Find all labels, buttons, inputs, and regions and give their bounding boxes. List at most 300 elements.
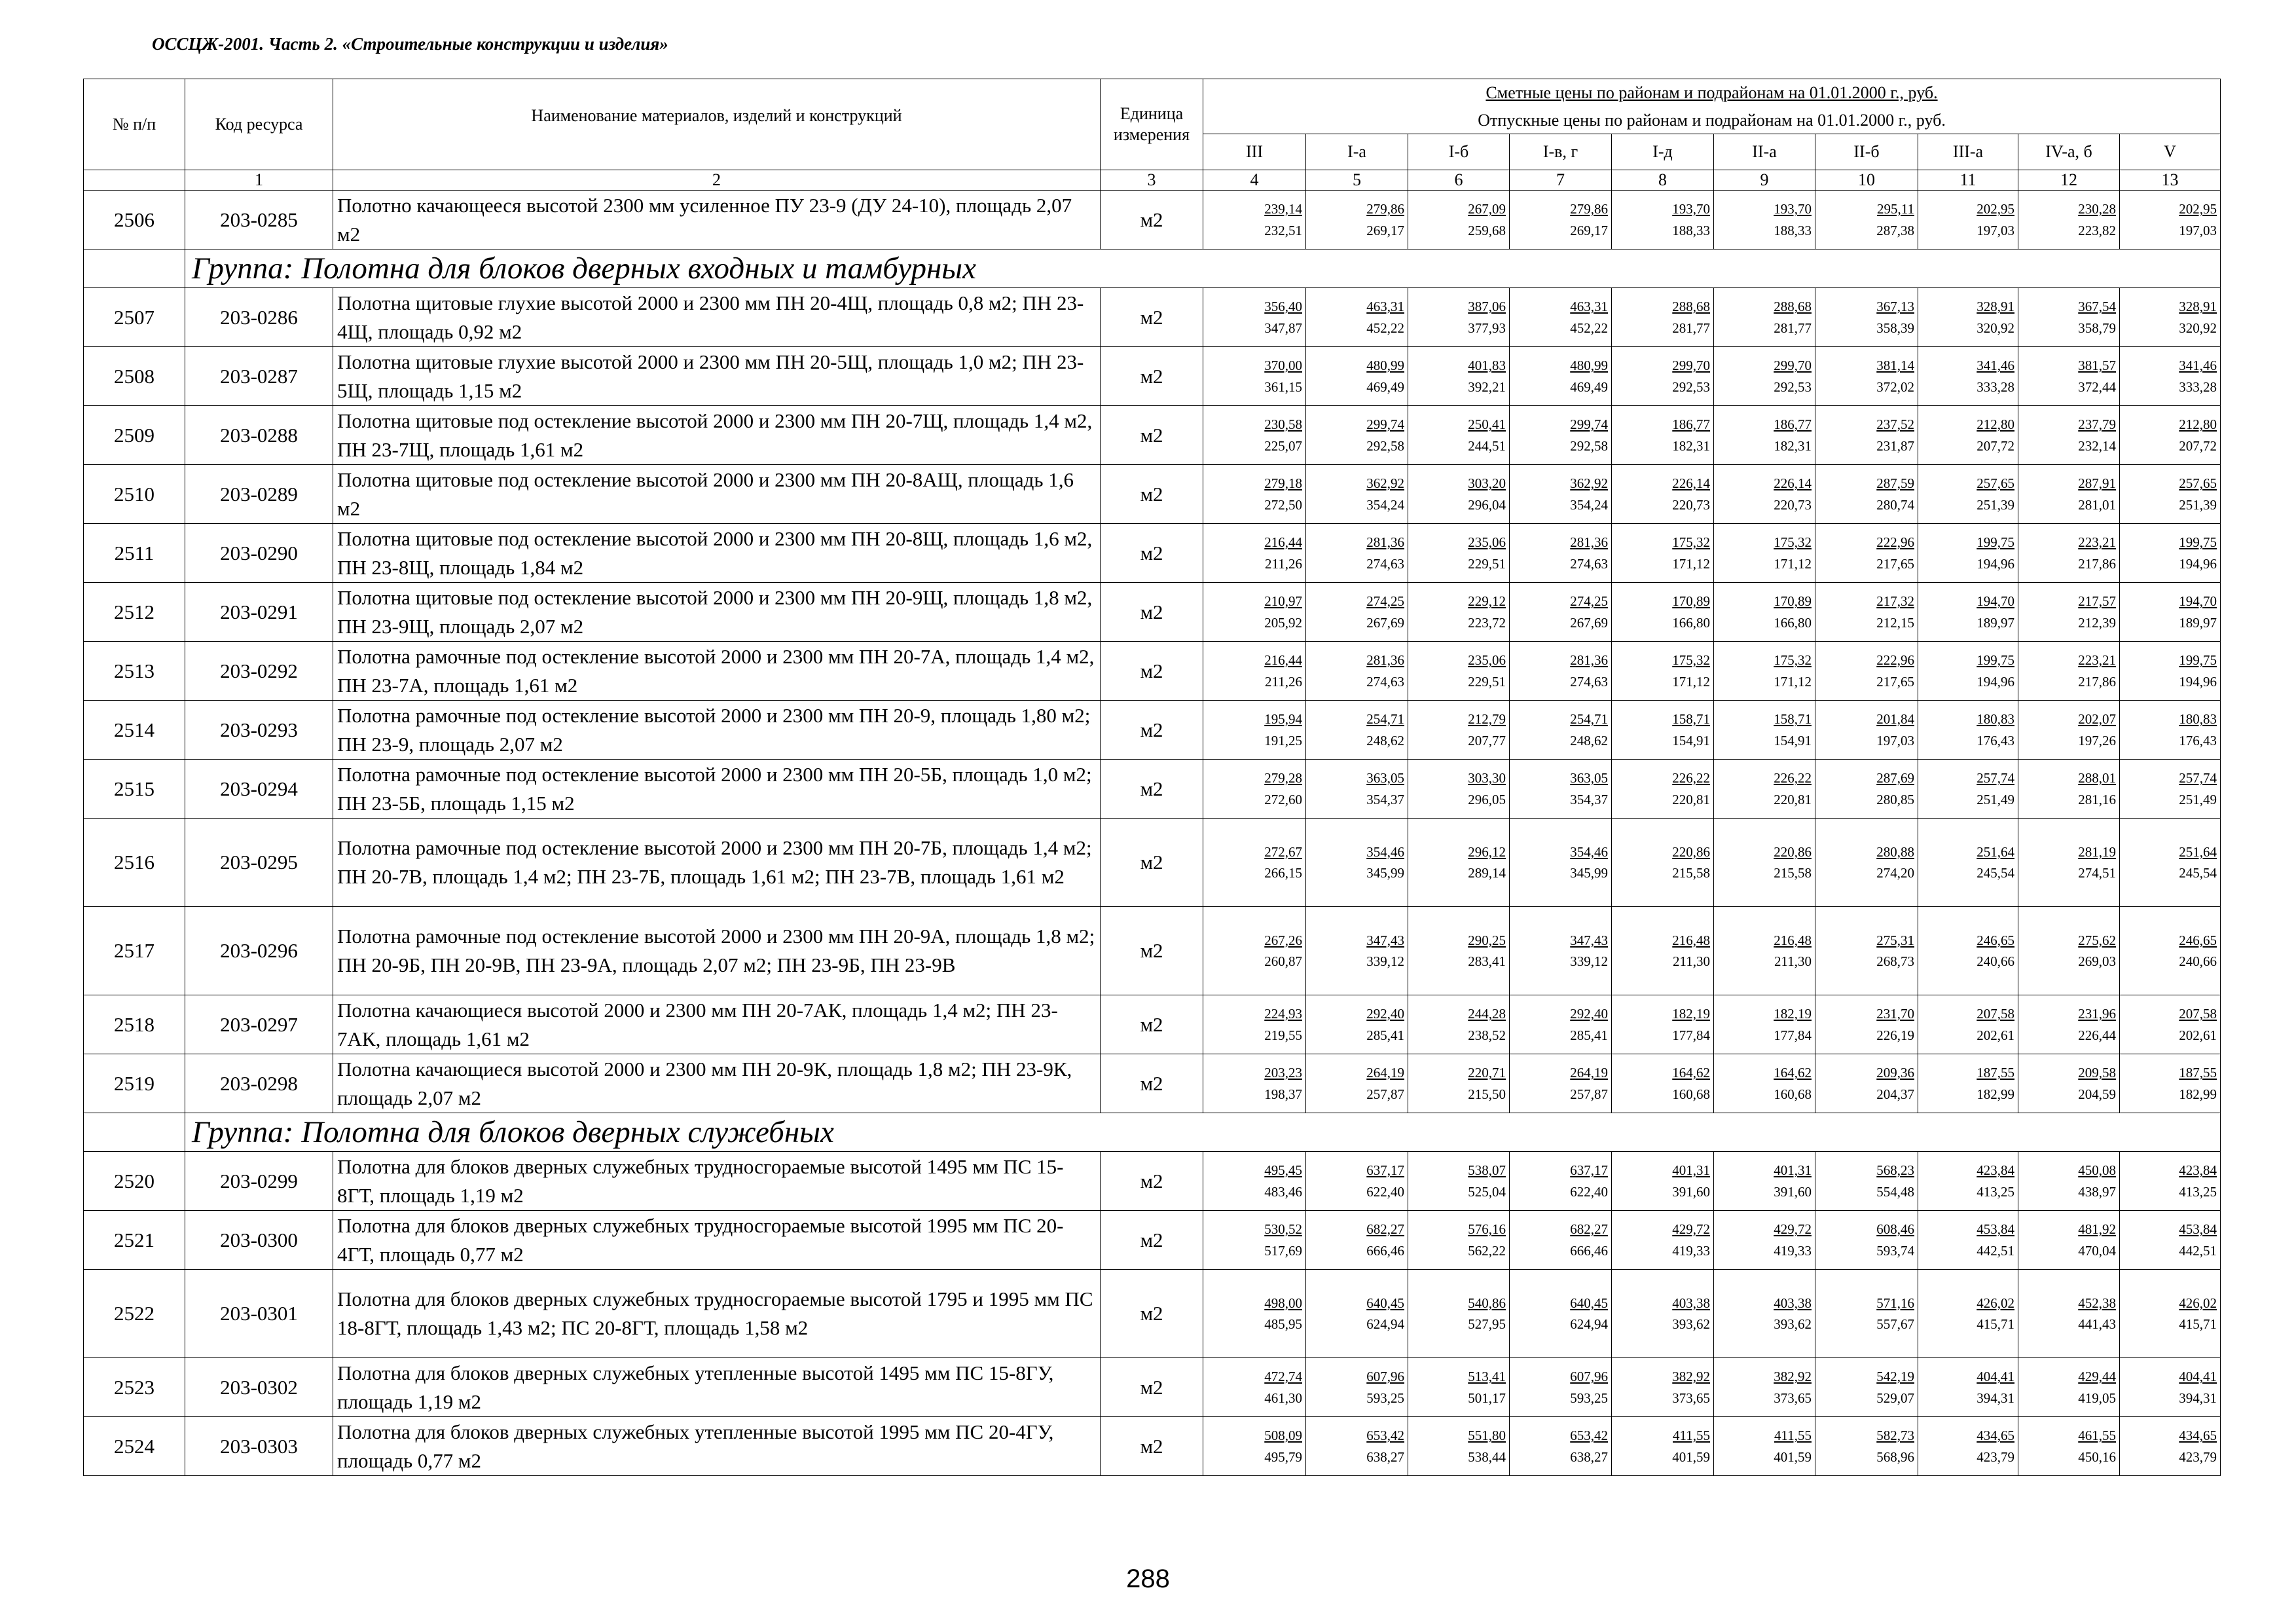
estimated-price: 220,71 [1468,1065,1506,1081]
price-cell [1408,465,1510,524]
price-cell [1203,819,1306,907]
release-price: 182,31 [1774,437,1812,454]
unit: м2 [1101,701,1203,760]
price-cell [1815,760,1918,819]
estimated-price: 362,92 [1570,475,1608,492]
column-number: 8 [1612,170,1714,191]
price-cell [2120,1152,2221,1211]
release-price: 638,27 [1366,1449,1404,1465]
price-cell [1918,288,2018,347]
release-price: 593,25 [1570,1390,1608,1406]
price-cell [1815,642,1918,701]
estimated-price: 401,31 [1672,1162,1710,1179]
release-price: 287,38 [1876,222,1914,238]
estimated-price: 193,70 [1774,201,1812,217]
unit: м2 [1101,191,1203,249]
estimated-price: 267,26 [1264,932,1302,948]
release-price: 225,07 [1264,437,1302,454]
estimated-price: 223,21 [2078,534,2116,551]
price-cell [1408,995,1510,1054]
price-cell [1306,1152,1408,1211]
release-price: 419,33 [1672,1242,1710,1259]
release-price: 283,41 [1468,953,1506,970]
row-number: 2510 [84,465,185,524]
estimated-price: 576,16 [1468,1221,1506,1238]
table-row [84,1054,2221,1113]
price-cell [1714,995,1815,1054]
estimated-price: 274,25 [1570,593,1608,610]
estimated-price: 354,46 [1366,843,1404,860]
price-cell [2120,583,2221,642]
column-number: 10 [1815,170,1918,191]
price-cell [1612,760,1714,819]
row-number: 2523 [84,1358,185,1417]
estimated-price: 217,57 [2078,593,2116,610]
unit: м2 [1101,907,1203,995]
release-price: 215,50 [1468,1086,1506,1102]
release-price: 358,79 [2078,320,2116,336]
release-price: 226,19 [1876,1027,1914,1043]
release-price: 361,15 [1264,378,1302,395]
price-cell [2018,907,2120,995]
price-cell [1815,524,1918,583]
table-row [84,1270,2221,1358]
price-cell [1918,1270,2018,1358]
price-cell [1408,1054,1510,1113]
estimated-price: 288,01 [2078,770,2116,786]
price-cell [2018,583,2120,642]
price-cell [1815,1211,1918,1270]
price-cell [1918,524,2018,583]
group-title: Группа: Полотна для блоков дверных служебных [185,1113,2221,1152]
release-price: 212,39 [2078,614,2116,631]
row-number: 2508 [84,347,185,406]
release-price: 220,73 [1672,496,1710,513]
table-row [84,995,2221,1054]
estimated-price: 194,70 [1977,593,2014,610]
price-cell [1714,1211,1815,1270]
price-cell [1714,642,1815,701]
estimated-price: 429,72 [1774,1221,1812,1238]
price-table [83,79,2221,1476]
price-cell [2120,701,2221,760]
price-cell [2018,642,2120,701]
price-cell [1203,347,1306,406]
release-price: 207,77 [1468,732,1506,748]
unit: м2 [1101,760,1203,819]
release-price: 229,51 [1468,555,1506,572]
release-price: 177,84 [1672,1027,1710,1043]
estimated-price: 254,71 [1570,711,1608,728]
resource-code: 203-0292 [185,642,333,701]
release-price: 593,74 [1876,1242,1914,1259]
estimated-price: 281,36 [1570,652,1608,669]
price-cell [1714,819,1815,907]
release-price: 189,97 [2179,614,2217,631]
price-cell [2120,406,2221,465]
item-name: Полотна рамочные под остекление высотой 2000 и 2300 мм ПН 20-7Б, площадь 1,4 м2; ПН 20-7В, площадь 1,4 м2; ПН 23-7Б, площадь 1,61 м2; ПН 23-7В, площадь 1,61 м2 [333,819,1101,907]
row-number: 2516 [84,819,185,907]
price-cell [2120,819,2221,907]
unit: м2 [1101,1152,1203,1211]
release-price: 393,62 [1774,1316,1812,1333]
release-price: 166,80 [1774,614,1812,631]
column-number: 9 [1714,170,1815,191]
region-header: I-а [1306,134,1408,170]
resource-code: 203-0286 [185,288,333,347]
price-cell [1815,995,1918,1054]
page-number: 288 [1126,1564,1170,1593]
price-cell [1714,465,1815,524]
price-cell [2018,701,2120,760]
release-price: 452,22 [1570,320,1608,336]
release-price: 373,65 [1774,1390,1812,1406]
price-header-release: Отпускные цены по районам и подрайонам на 01.01.2000 г., руб. [1478,110,1946,130]
price-cell [1203,1152,1306,1211]
estimated-price: 341,46 [2179,358,2217,374]
price-cell [1408,642,1510,701]
price-cell [1714,347,1815,406]
estimated-price: 207,58 [1977,1006,2014,1022]
release-price: 272,50 [1264,496,1302,513]
price-cell [1918,1358,2018,1417]
price-cell [1714,288,1815,347]
price-cell [2018,760,2120,819]
release-price: 377,93 [1468,320,1506,336]
estimated-price: 187,55 [2179,1065,2217,1081]
estimated-price: 235,06 [1468,534,1506,551]
estimated-price: 404,41 [1977,1369,2014,1385]
price-cell [2018,1358,2120,1417]
price-cell [1408,1270,1510,1358]
region-header: II-б [1815,134,1918,170]
estimated-price: 226,14 [1774,475,1812,492]
unit: м2 [1101,1270,1203,1358]
estimated-price: 607,96 [1366,1369,1404,1385]
estimated-price: 203,23 [1264,1065,1302,1081]
estimated-price: 637,17 [1570,1162,1608,1179]
estimated-price: 682,27 [1570,1221,1608,1238]
resource-code: 203-0302 [185,1358,333,1417]
price-cell [1714,191,1815,249]
release-price: 274,63 [1366,555,1404,572]
estimated-price: 288,68 [1774,299,1812,315]
release-price: 358,39 [1876,320,1914,336]
release-price: 220,81 [1774,791,1812,807]
release-price: 423,79 [1977,1449,2014,1465]
price-cell [1408,907,1510,995]
price-cell [2120,995,2221,1054]
estimated-price: 175,32 [1672,534,1710,551]
price-cell [1815,406,1918,465]
price-cell [1306,524,1408,583]
price-cell [1510,524,1612,583]
release-price: 392,21 [1468,378,1506,395]
estimated-price: 216,44 [1264,652,1302,669]
estimated-price: 257,74 [1977,770,2014,786]
table-row [84,701,2221,760]
price-cell [1203,760,1306,819]
release-price: 527,95 [1468,1316,1506,1333]
table-row [84,819,2221,907]
release-price: 204,59 [2078,1086,2116,1102]
release-price: 182,99 [2179,1086,2217,1102]
price-cell [1918,347,2018,406]
estimated-price: 453,84 [1977,1221,2014,1238]
estimated-price: 403,38 [1672,1295,1710,1311]
release-price: 194,96 [2179,555,2217,572]
price-cell [2120,1417,2221,1476]
release-price: 345,99 [1366,865,1404,881]
estimated-price: 653,42 [1366,1428,1404,1444]
price-cell [1510,1417,1612,1476]
region-header: V [2120,134,2221,170]
region-header: I-б [1408,134,1510,170]
price-cell [1203,907,1306,995]
release-price: 215,58 [1672,865,1710,881]
estimated-price: 180,83 [1977,711,2014,728]
price-cell [1203,406,1306,465]
row-number: 2524 [84,1417,185,1476]
release-price: 251,39 [2179,496,2217,513]
price-cell [1612,1417,1714,1476]
release-price: 274,20 [1876,865,1914,881]
table-row [84,1417,2221,1476]
price-cell [1510,1054,1612,1113]
release-price: 226,44 [2078,1027,2116,1043]
price-cell [2018,995,2120,1054]
price-cell [1306,760,1408,819]
column-number-row [84,170,2221,191]
release-price: 220,81 [1672,791,1710,807]
price-cell [2018,347,2120,406]
price-cell [1815,907,1918,995]
price-cell [1408,760,1510,819]
estimated-price: 212,79 [1468,711,1506,728]
release-price: 272,60 [1264,791,1302,807]
estimated-price: 170,89 [1672,593,1710,610]
price-cell [1714,1358,1815,1417]
release-price: 197,03 [1876,732,1914,748]
estimated-price: 356,40 [1264,299,1302,315]
estimated-price: 387,06 [1468,299,1506,315]
estimated-price: 495,45 [1264,1162,1302,1179]
release-price: 191,25 [1264,732,1302,748]
price-cell [1408,819,1510,907]
release-price: 461,30 [1264,1390,1302,1406]
price-cell [1306,1417,1408,1476]
estimated-price: 347,43 [1570,932,1608,948]
column-number: 2 [333,170,1101,191]
column-number: 6 [1408,170,1510,191]
estimated-price: 212,80 [1977,416,2014,433]
estimated-price: 267,09 [1468,201,1506,217]
release-price: 554,48 [1876,1183,1914,1200]
release-price: 251,49 [1977,791,2014,807]
release-price: 207,72 [1977,437,2014,454]
release-price: 176,43 [2179,732,2217,748]
price-cell [1918,191,2018,249]
release-price: 232,14 [2078,437,2116,454]
unit: м2 [1101,819,1203,907]
estimated-price: 226,14 [1672,475,1710,492]
group-spacer [84,249,185,288]
price-cell [2018,191,2120,249]
release-price: 281,16 [2078,791,2116,807]
row-number: 2519 [84,1054,185,1113]
release-price: 267,69 [1366,614,1404,631]
estimated-price: 193,70 [1672,201,1710,217]
unit: м2 [1101,347,1203,406]
release-price: 251,49 [2179,791,2217,807]
estimated-price: 244,28 [1468,1006,1506,1022]
estimated-price: 164,62 [1774,1065,1812,1081]
release-price: 231,87 [1876,437,1914,454]
resource-code: 203-0285 [185,191,333,249]
release-price: 217,65 [1876,673,1914,690]
release-price: 280,74 [1876,496,1914,513]
release-price: 292,58 [1366,437,1404,454]
release-price: 211,30 [1774,953,1812,970]
release-price: 166,80 [1672,614,1710,631]
estimated-price: 551,80 [1468,1428,1506,1444]
release-price: 171,12 [1672,673,1710,690]
price-cell [1918,1417,2018,1476]
price-cell [1510,406,1612,465]
release-price: 666,46 [1570,1242,1608,1259]
price-cell [1714,907,1815,995]
price-cell [1815,1054,1918,1113]
release-price: 217,86 [2078,555,2116,572]
price-cell [2018,1417,2120,1476]
release-price: 423,79 [2179,1449,2217,1465]
release-price: 194,96 [2179,673,2217,690]
release-price: 260,87 [1264,953,1302,970]
price-cell [1612,524,1714,583]
price-cell [1306,1211,1408,1270]
price-cell [2018,1270,2120,1358]
price-header-estimated: Сметные цены по районам и подрайонам на 01.01.2000 г., руб. [1485,83,1938,102]
release-price: 245,54 [1977,865,2014,881]
estimated-price: 158,71 [1672,711,1710,728]
estimated-price: 341,46 [1977,358,2014,374]
estimated-price: 180,83 [2179,711,2217,728]
release-price: 223,72 [1468,614,1506,631]
estimated-price: 542,19 [1876,1369,1914,1385]
estimated-price: 281,36 [1366,534,1404,551]
estimated-price: 226,22 [1672,770,1710,786]
estimated-price: 202,95 [2179,201,2217,217]
release-price: 333,28 [1977,378,2014,395]
estimated-price: 434,65 [2179,1428,2217,1444]
resource-code: 203-0299 [185,1152,333,1211]
estimated-price: 231,96 [2078,1006,2116,1022]
row-number: 2513 [84,642,185,701]
release-price: 232,51 [1264,222,1302,238]
row-number: 2520 [84,1152,185,1211]
estimated-price: 158,71 [1774,711,1812,728]
release-price: 419,33 [1774,1242,1812,1259]
price-cell [1510,819,1612,907]
price-cell [1203,1054,1306,1113]
column-number: 11 [1918,170,2018,191]
price-cell [1408,524,1510,583]
estimated-price: 299,70 [1774,358,1812,374]
estimated-price: 216,48 [1774,932,1812,948]
price-cell [1203,1358,1306,1417]
release-price: 176,43 [1977,732,2014,748]
price-cell [2120,288,2221,347]
price-cell [1714,1152,1815,1211]
estimated-price: 299,74 [1570,416,1608,433]
estimated-price: 224,93 [1264,1006,1302,1022]
release-price: 266,15 [1264,865,1302,881]
row-number: 2515 [84,760,185,819]
release-price: 269,17 [1366,222,1404,238]
price-cell [1612,1152,1714,1211]
column-number [84,170,185,191]
release-price: 257,87 [1366,1086,1404,1102]
estimated-price: 292,40 [1366,1006,1404,1022]
release-price: 248,62 [1570,732,1608,748]
release-price: 204,37 [1876,1086,1914,1102]
price-cell [1510,583,1612,642]
price-cell [1408,1152,1510,1211]
release-price: 274,63 [1366,673,1404,690]
price-cell [1612,819,1714,907]
estimated-price: 209,58 [2078,1065,2116,1081]
price-cell [1203,1211,1306,1270]
price-cell [1306,701,1408,760]
price-cell [1815,819,1918,907]
release-price: 394,31 [1977,1390,2014,1406]
price-cell [2120,642,2221,701]
estimated-price: 637,17 [1366,1162,1404,1179]
price-cell [1612,1054,1714,1113]
price-cell [1408,347,1510,406]
unit: м2 [1101,1054,1203,1113]
price-cell [1918,760,2018,819]
estimated-price: 303,30 [1468,770,1506,786]
unit: м2 [1101,1211,1203,1270]
unit: м2 [1101,995,1203,1054]
release-price: 394,31 [2179,1390,2217,1406]
price-cell [1306,1054,1408,1113]
estimated-price: 295,11 [1877,201,1914,217]
price-cell [1203,1417,1306,1476]
price-cell [1714,406,1815,465]
estimated-price: 175,32 [1672,652,1710,669]
price-cell [1612,288,1714,347]
table-row [84,907,2221,995]
estimated-price: 210,97 [1264,593,1302,610]
row-number: 2511 [84,524,185,583]
release-price: 372,44 [2078,378,2116,395]
price-cell [2018,1054,2120,1113]
region-header: I-в, г [1510,134,1612,170]
price-cell [2018,465,2120,524]
price-cell [1714,524,1815,583]
estimated-price: 461,55 [2078,1428,2116,1444]
item-name: Полотна для блоков дверных служебных трудносгораемые высотой 1995 мм ПС 20-4ГТ, площадь 0,77 м2 [333,1211,1101,1270]
unit: м2 [1101,1417,1203,1476]
release-price: 292,53 [1774,378,1812,395]
price-cell [2120,760,2221,819]
unit: м2 [1101,465,1203,524]
price-cell [1408,1211,1510,1270]
release-price: 339,12 [1366,953,1404,970]
release-price: 217,86 [2078,673,2116,690]
